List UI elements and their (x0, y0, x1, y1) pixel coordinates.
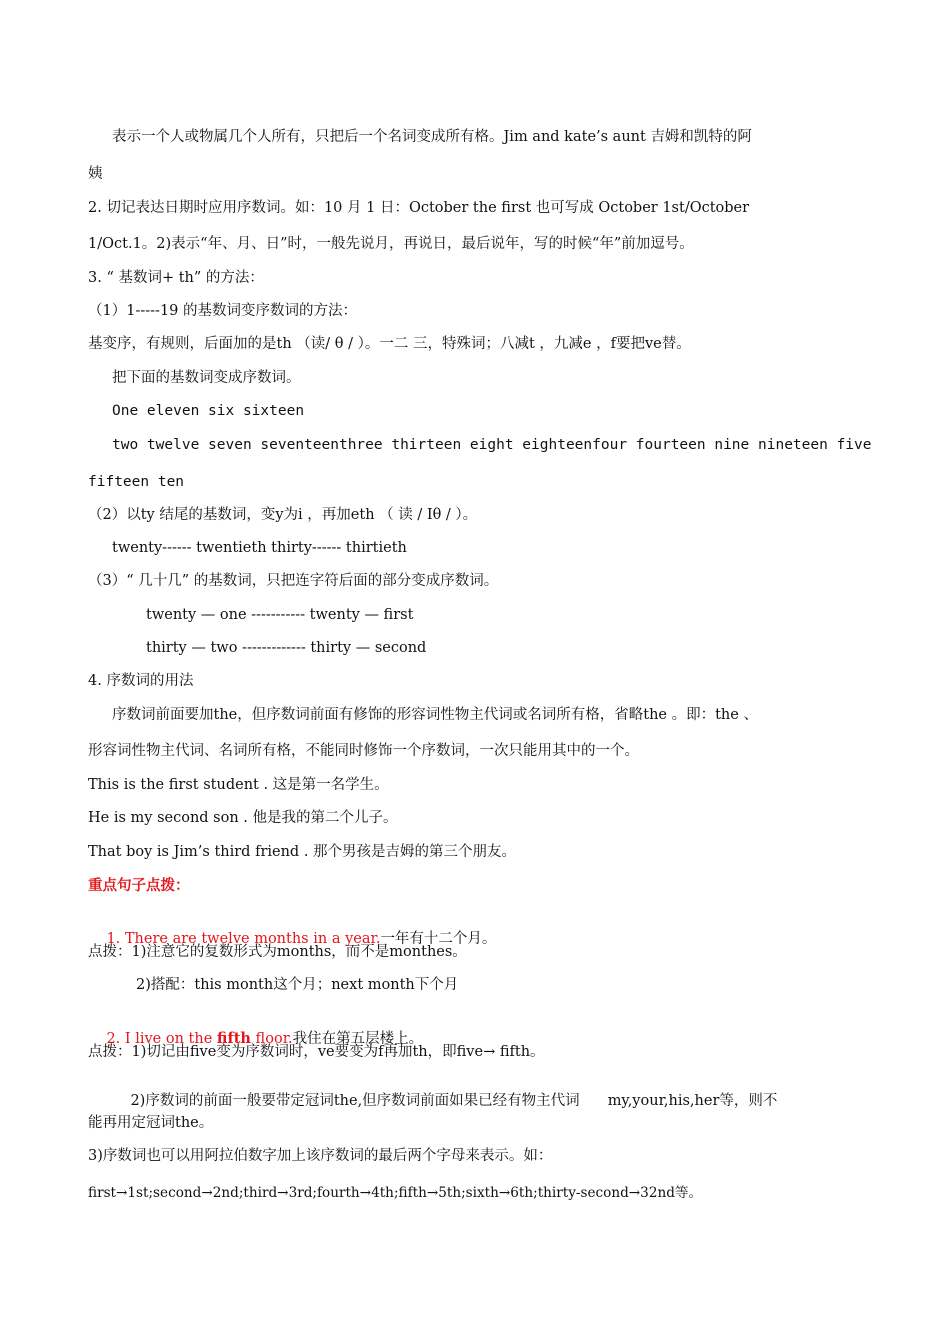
section-heading: 3. “ 基数词+ th” 的方法： (88, 270, 264, 286)
tip-line: 3)序数词也可以用阿拉伯数字加上该序数词的最后两个字母来表示。如： (88, 1148, 553, 1164)
paragraph-line: （2）以ty 结尾的基数词，变y为i ，再加eth （ 读 / Iθ / ）。 (88, 507, 478, 523)
paragraph-line: 姨 (88, 166, 103, 182)
word-list-line: fifteen ten (88, 474, 185, 490)
example-sentence: That boy is Jim’s third friend . 那个男孩是吉姆的第三个朋友。 (88, 844, 517, 860)
paragraph-line: （1）1-----19 的基数词变序数词的方法： (88, 303, 358, 319)
example-line: twenty------ twentieth thirty------ thirtieth (112, 540, 407, 556)
word-list-line: One eleven six sixteen (112, 403, 305, 419)
tip-line: 能再用定冠词the。 (88, 1115, 214, 1131)
key-sentence-chinese: 我住在第五层楼上。 (292, 1031, 424, 1047)
key-sentence-english: 1. There are twelve months in a year. (106, 931, 381, 947)
key-sentences-heading: 重点句子点拨： (88, 877, 190, 894)
example-sentence: This is the first student . 这是第一名学生。 (88, 777, 389, 793)
paragraph-line: 序数词前面要加the，但序数词前面有修饰的形容词性物主代词或名词所有格，省略the 。即：the 、 (112, 707, 758, 723)
tip-text: 2)序数词的前面一般要带定冠词the,但序数词前面如果已经有物主代词 (130, 1093, 580, 1109)
example-line: twenty — one ----------- twenty — first (146, 607, 414, 623)
tip-line: 点拨：1)注意它的复数形式为months，而不是monthes。 (88, 944, 467, 960)
paragraph-line: 1/Oct.1。2)表示“年、月、日”时，一般先说月，再说日，最后说年，写的时候“年”前加逗号。 (88, 236, 694, 252)
word-list-line: two twelve seven seventeenthree thirteen eight eighteenfour fourteen nine nineteen five (112, 437, 872, 453)
key-sentence-chinese: 一年有十二个月。 (380, 931, 497, 947)
paragraph-line: 形容词性物主代词、名词所有格，不能同时修饰一个序数词，一次只能用其中的一个。 (88, 743, 639, 759)
tip-line: first→1st;second→2nd;third→3rd;fourth→4th;fifth→5th;sixth→6th;thirty-second→32nd等。 (88, 1185, 703, 1201)
paragraph-line: 基变序，有规则，后面加的是th （读/ θ / ）。一二 三，特殊词；八减t ，九减e ，f要把ve替。 (88, 336, 691, 352)
paragraph-line: 表示一个人或物属几个人所有，只把后一个名词变成所有格。Jim and kate’s aunt 吉姆和凯特的阿 (112, 129, 752, 145)
tip-line: 2)搭配：this month这个月；next month下个月 (136, 977, 459, 993)
tip-text: my,your,his,her等，则不 (607, 1093, 778, 1109)
section-heading: 4. 序数词的用法 (88, 673, 194, 689)
paragraph-line: （3）“ 几十几” 的基数词，只把连字符后面的部分变成序数词。 (88, 573, 499, 589)
example-line: thirty — two ------------- thirty — second (146, 640, 427, 656)
example-sentence: He is my second son . 他是我的第二个儿子。 (88, 810, 398, 826)
key-sentence-emphasis: fifth (216, 1030, 251, 1047)
tip-line: 点拨：1)切记由five变为序数词时，ve要变为f再加th，即five→ fifth。 (88, 1044, 545, 1060)
key-sentence-english: floor. (250, 1031, 293, 1047)
exercise-instruction: 把下面的基数词变成序数词。 (112, 370, 301, 386)
key-sentence-english: 2. I live on the (106, 1031, 217, 1047)
paragraph-line: 2. 切记表达日期时应用序数词。如：10 月 1 日：October the first 也可写成 October 1st/October (88, 200, 750, 216)
